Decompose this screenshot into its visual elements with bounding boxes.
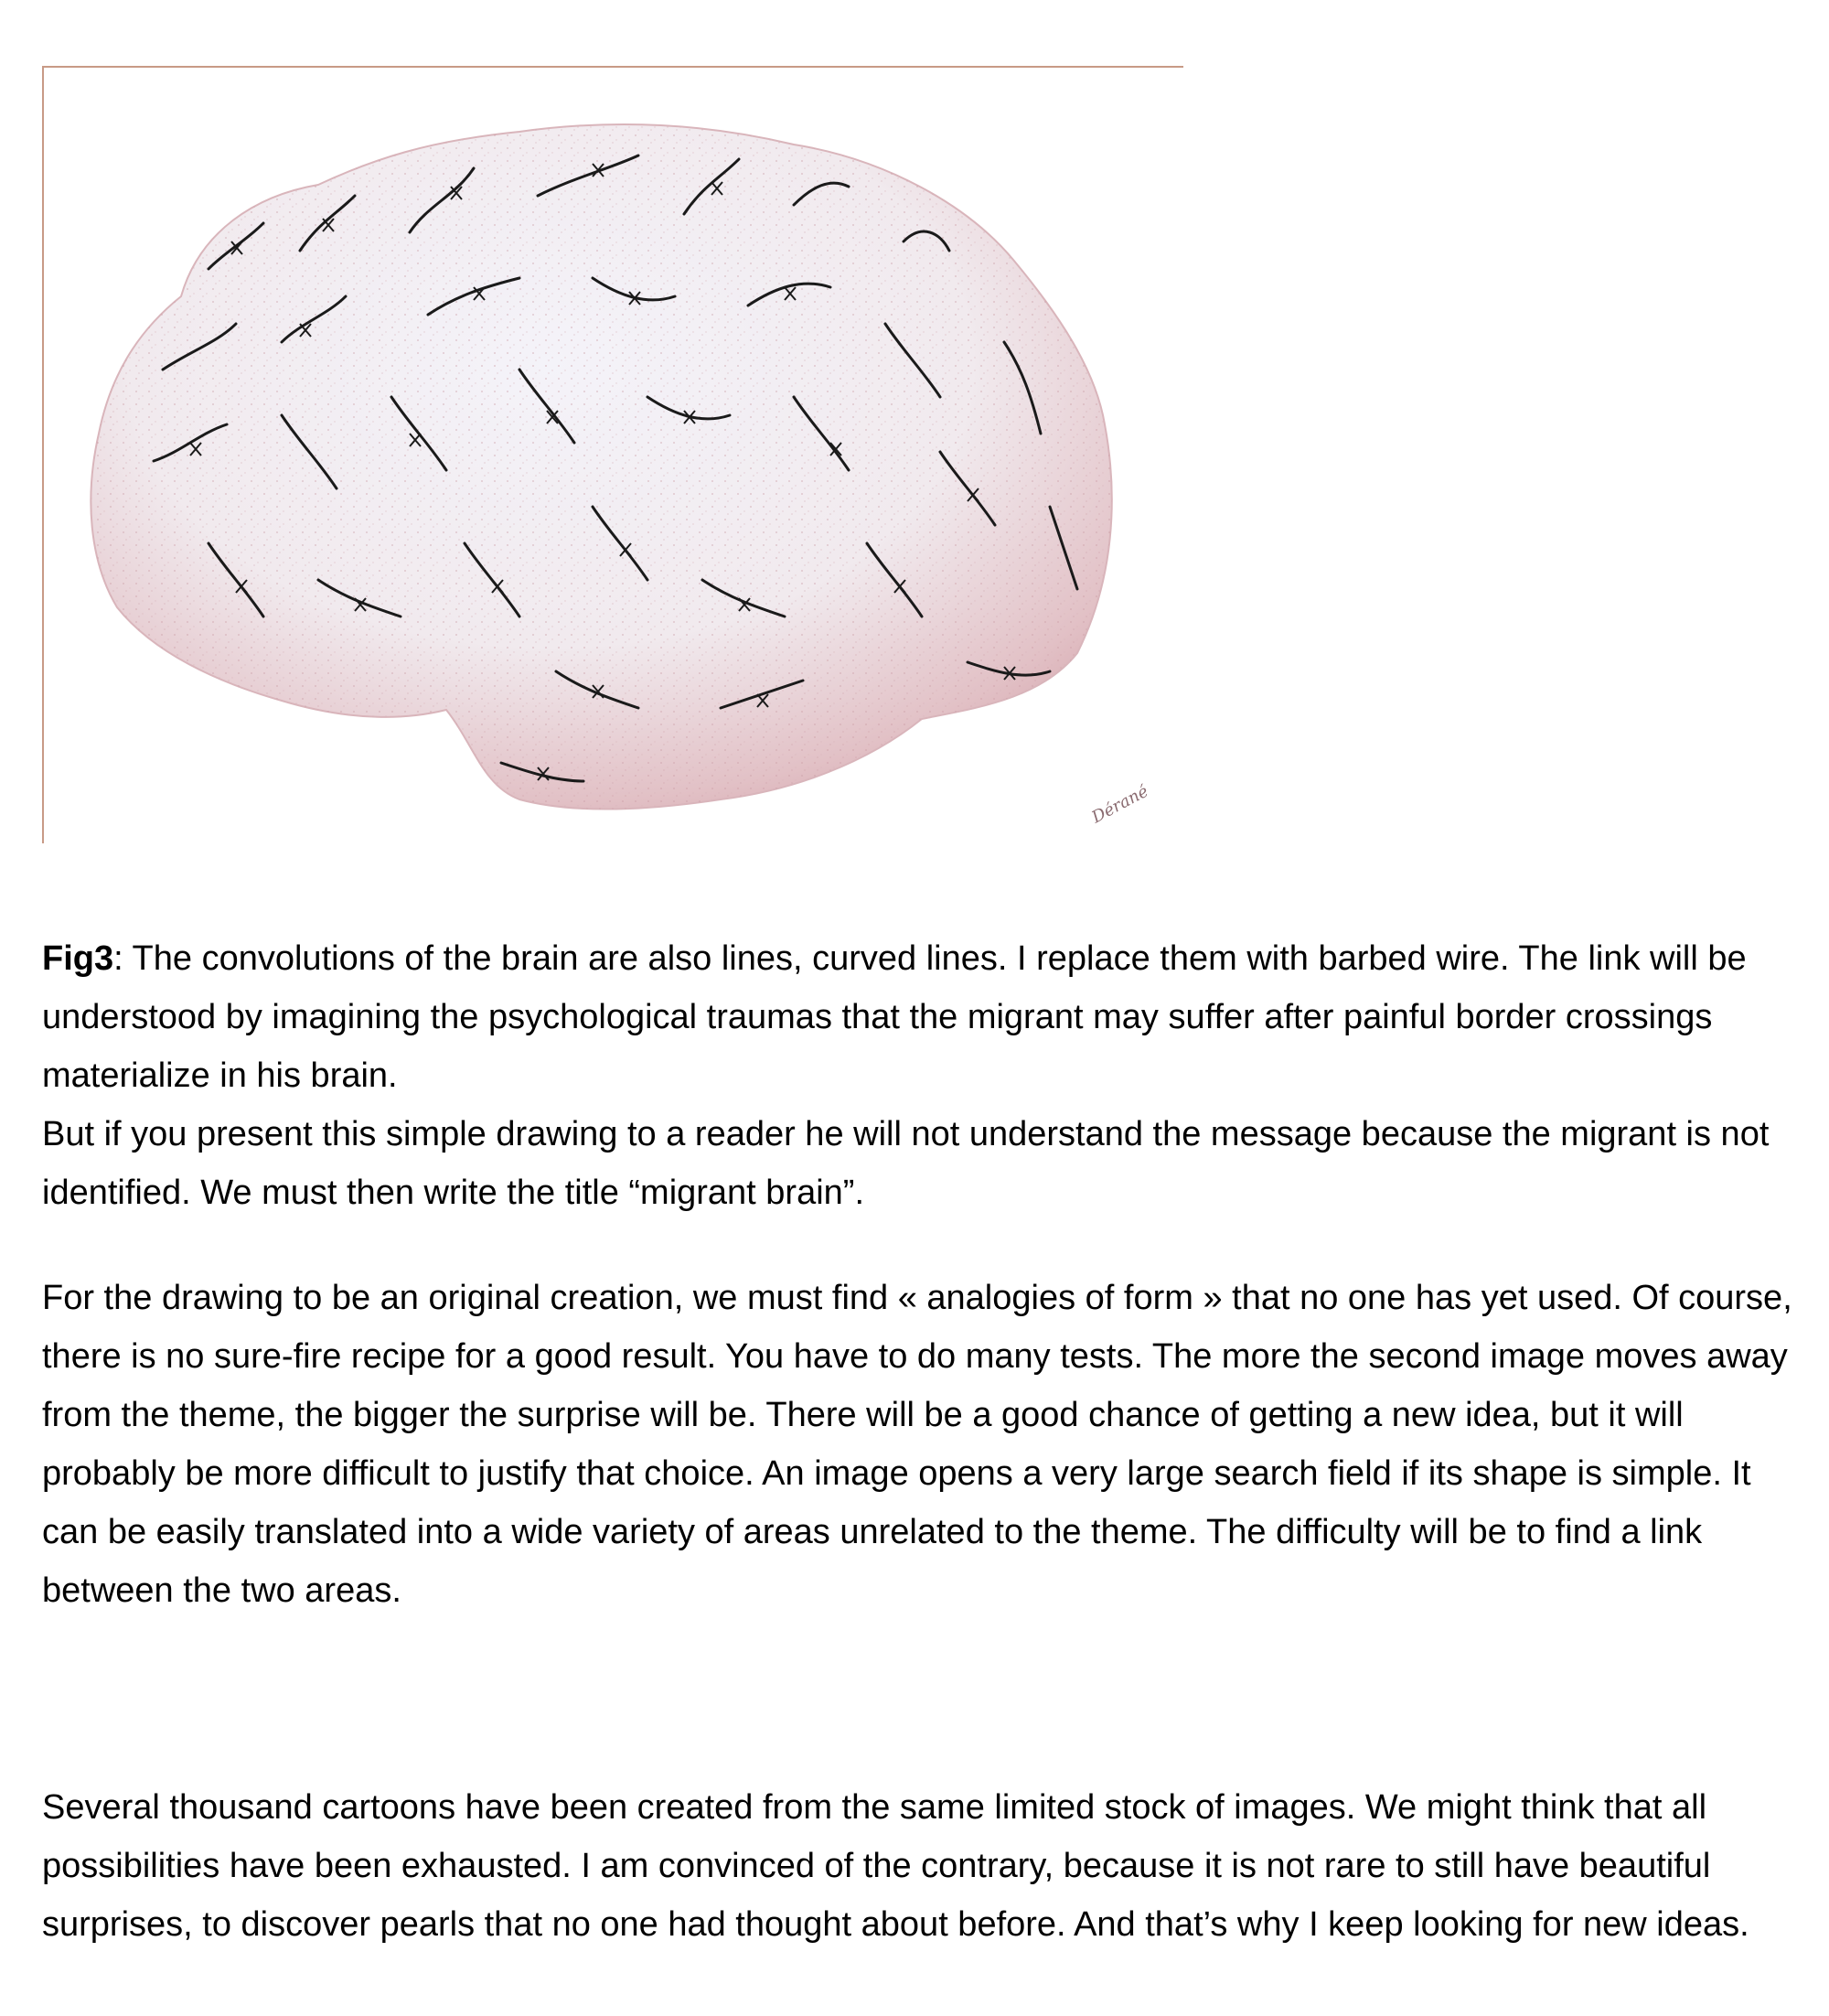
paragraph: But if you present this simple drawing to a reader he will not understand the message because the migrant is not identified. We must then write the title “migrant brain”. [42, 1115, 1770, 1212]
figure-caption [42, 929, 1816, 1105]
caption-text: : The convolutions of the brain are also lines, curved lines. I replace them with barbed wire. The link will be understood by imagining the psychological traumas that the migrant may suffer after painful border crossings materialize in his brain. [42, 939, 1747, 1095]
paragraph-analogies [42, 1269, 1816, 1620]
figure-brain-barbed-wire [42, 66, 1183, 843]
figure-label: Fig3 [42, 939, 114, 978]
brain-illustration [44, 68, 1183, 843]
paragraph: For the drawing to be an original creation, we must find « analogies of form » that no one has yet used. Of course, there is no sure-fire recipe for a good result. You have to do many tests. The more the second image moves away from the theme, the bigger the surprise will be. There will be a good chance of getting a new idea, but it will probably be more difficult to justify that choice. An image opens a very large search field if its shape is simple. It can be easily translated into a wide variety of areas unrelated to the theme. The difficulty will be to find a link between the two areas. [42, 1279, 1792, 1610]
paragraph-conclusion [42, 1778, 1816, 1954]
paragraph-title-note [42, 1105, 1816, 1222]
paragraph: Several thousand cartoons have been created from the same limited stock of images. We might think that all possibilities have been exhausted. I am convinced of the contrary, because it is not rare to still have beautiful surprises, to discover pearls that no one had thought about before. And that’s why I keep looking for new ideas. [42, 1788, 1749, 1944]
artist-signature: Dérané [1088, 781, 1152, 828]
